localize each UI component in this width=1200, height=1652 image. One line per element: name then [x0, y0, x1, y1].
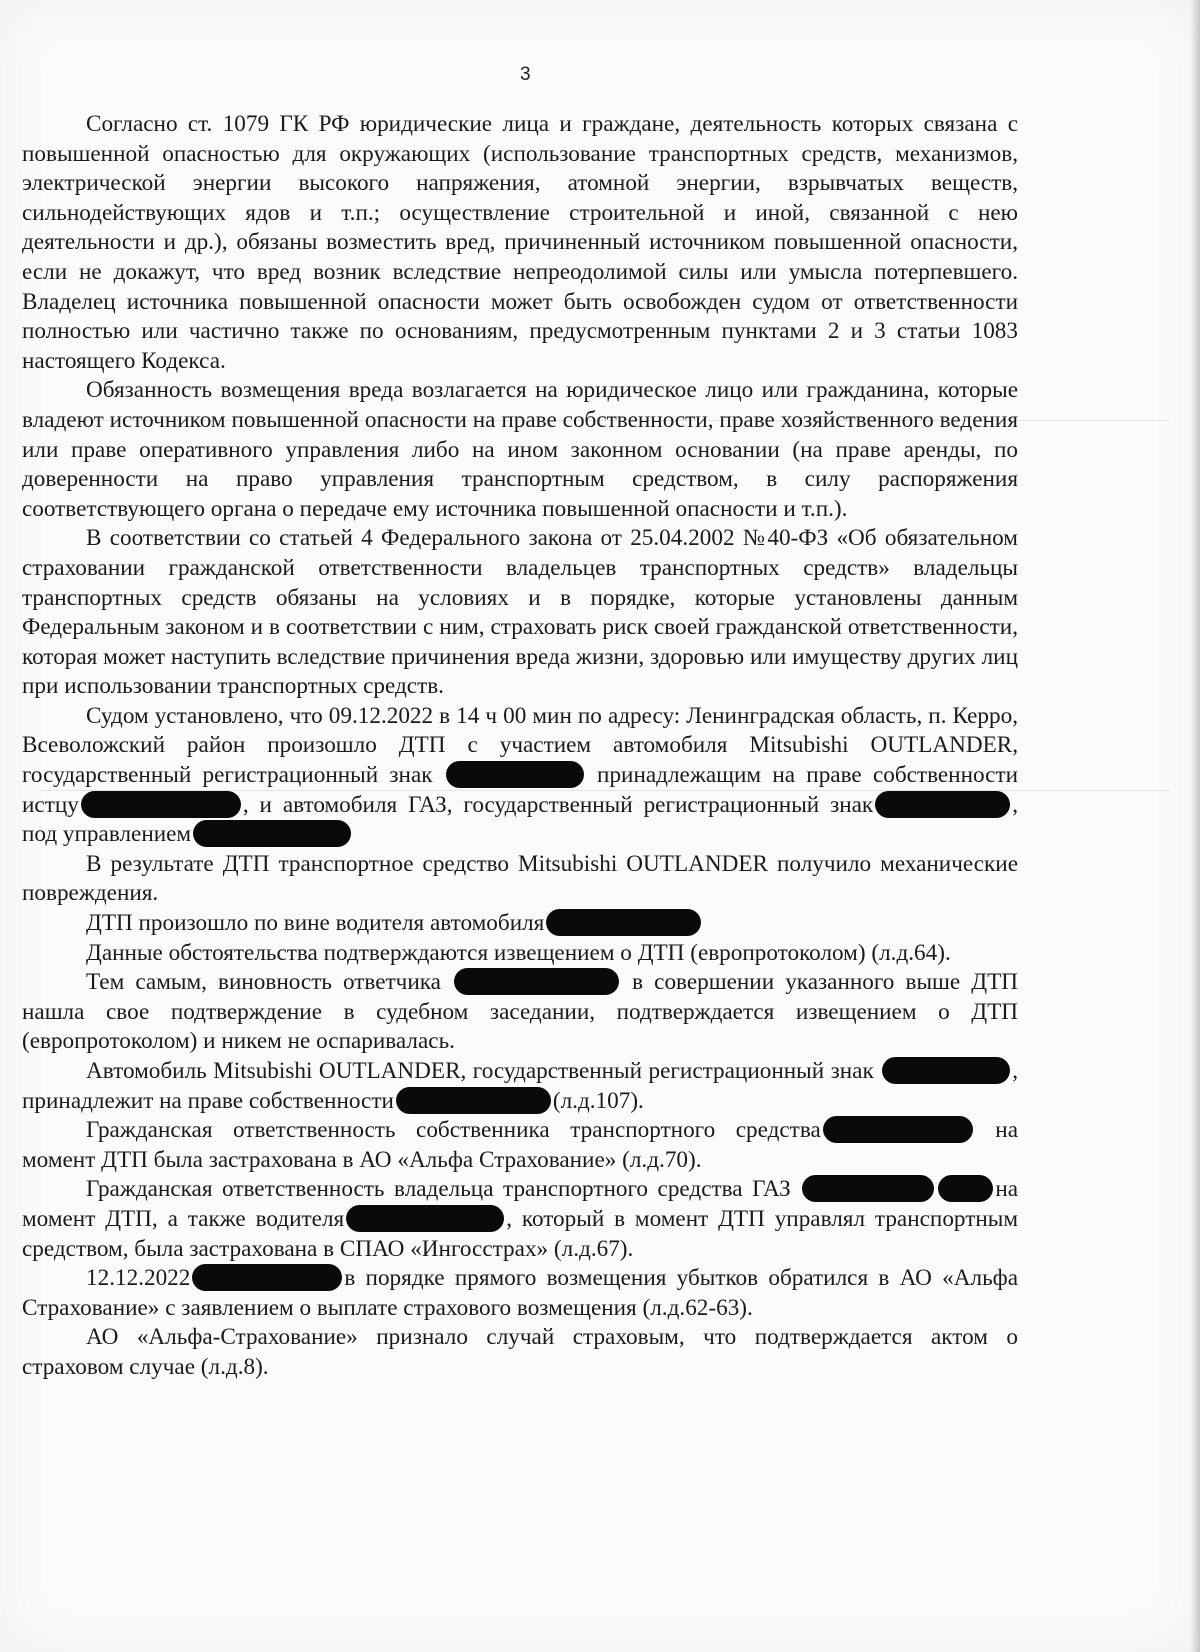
paragraph-owner-obligation: Обязанность возмещения вреда возлагается на юридическое лицо или гражданина, которые владеют источником повышенной опасности на праве собственности, праве хозяйственного ведения или праве оперативного управления либо на ином законном основании (на праве аренды, по доверенности на право управления транспортным средством, в силу распоряжения соответствующего органа о передаче ему источника повышенной опасности и т.п.). [22, 377, 1018, 522]
paragraph-gaz-insurance [22, 1175, 1018, 1264]
paragraph-fault [22, 909, 1018, 939]
text-segment: Тем самым, виновность ответчика [86, 969, 441, 996]
text-segment: , который в момент ДТП управлял транспортным средством, была застрахована в СПАО «Ингосстрах» (л.д.67). [22, 1205, 1018, 1262]
text-segment: Судом установлено, что 09.12.2022 в 14 ч 00 мин по адресу: Ленинградская область, п. Керро, Всеволожский район произошло ДТП с участием автомобиля Mitsubishi OUTLANDER, государственный регистрационный знак [22, 702, 1018, 789]
paragraph-damage: В результате ДТП транспортное средство Mitsubishi OUTLANDER получило механические повреждения. [22, 850, 1018, 907]
paragraph-owner-insurance [22, 1116, 1018, 1175]
redaction-block [875, 791, 1010, 818]
redaction-block [882, 1057, 1010, 1084]
paragraph-insurance-law: В соответствии со статьей 4 Федерального закона от 25.04.2002 №40-ФЗ «Об обязательном страховании гражданской ответственности владельцев транспортных средств» владельцы транспортных средств обязаны на условиях и в порядке, которые установлены данным Федеральным законом и в соответствии с ним, страховать риск своей гражданской ответственности, которая может наступить вследствие причинения вреда жизни, здоровью или имуществу других лиц при использовании транспортных средств. [22, 525, 1018, 700]
redaction-block [454, 968, 619, 995]
text-segment: в порядке прямого возмещения убытков обратился в АО «Альфа Страхование» с заявлением о выплате страхового возмещения (л.д.62-63). [22, 1265, 1018, 1321]
redaction-block [823, 1116, 973, 1143]
redaction-block [396, 1087, 551, 1114]
text-segment: Автомобиль Mitsubishi OUTLANDER, государственный регистрационный знак [86, 1058, 874, 1084]
text-segment: , и автомобиля ГАЗ, государственный регистрационный знак [242, 791, 874, 818]
paragraph-vehicle-ownership [22, 1057, 1018, 1116]
redaction-block [193, 820, 351, 847]
text-segment: на момент ДТП, а также водителя [22, 1176, 1019, 1232]
redaction-block [446, 761, 584, 788]
redaction-block [802, 1175, 934, 1202]
paragraph-insured-event: АО «Альфа-Страхование» признало случай страховым, что подтверждается актом о страховом случае (л.д.8). [22, 1324, 1018, 1380]
text-segment: в совершении указанного выше ДТП нашла свое подтверждение в судебном заседании, подтверждается извещением о ДТП (европротоколом) и никем не оспаривалась. [22, 969, 1018, 1055]
paragraph-claim-filed [22, 1264, 1018, 1323]
paragraph-liability-article: Согласно ст. 1079 ГК РФ юридические лица и граждане, деятельность которых связана с повышенной опасностью для окружающих (использование транспортных средств, механизмов, электрической энергии высокого напряжения, атомной энергии, взрывчатых веществ, сильнодействующих ядов и т.п.; осуществление строительной и иной, связанной с нею деятельности и др.), обязаны возместить вред, причиненный источником повышенной опасности, если не докажут, что вред возник вследствие непреодолимой силы или умысла потерпевшего. Владелец источника повышенной опасности может быть освобожден судом от ответственности полностью или частично также по основаниям, предусмотренным пунктами 2 и 3 статьи 1083 настоящего Кодекса. [22, 111, 1018, 374]
redaction-block [938, 1175, 993, 1202]
text-segment: на момент ДТП была застрахована в АО «Альфа Страхование» (л.д.70). [22, 1117, 1018, 1173]
document-body [22, 110, 1018, 1383]
redaction-block [192, 1264, 342, 1291]
text-segment: (л.д.107). [552, 1087, 644, 1114]
text-segment: ДТП произошло по вине водителя автомобиля [86, 910, 545, 937]
page-number: 3 [520, 64, 531, 85]
text-segment: , принадлежит на праве собственности [22, 1058, 1018, 1114]
text-segment: , под управлением [22, 791, 1018, 848]
text-segment: принадлежащим на праве собственности истцу [22, 762, 1018, 818]
page-edge-shadow [1190, 0, 1200, 1652]
redaction-block [346, 1205, 504, 1232]
paragraph-europrotocol: Данные обстоятельства подтверждаются извещением о ДТП (европротоколом) (л.д.64). [86, 939, 951, 966]
text-segment: Гражданская ответственность владельца транспортного средства ГАЗ [86, 1176, 791, 1203]
text-segment: Гражданская ответственность собственника транспортного средства [86, 1117, 821, 1144]
paragraph-defendant-guilt [22, 968, 1018, 1057]
redaction-block [546, 909, 701, 936]
redaction-block [81, 791, 241, 818]
paragraph-accident-facts [22, 702, 1018, 850]
text-segment: 12.12.2022 [86, 1265, 191, 1292]
